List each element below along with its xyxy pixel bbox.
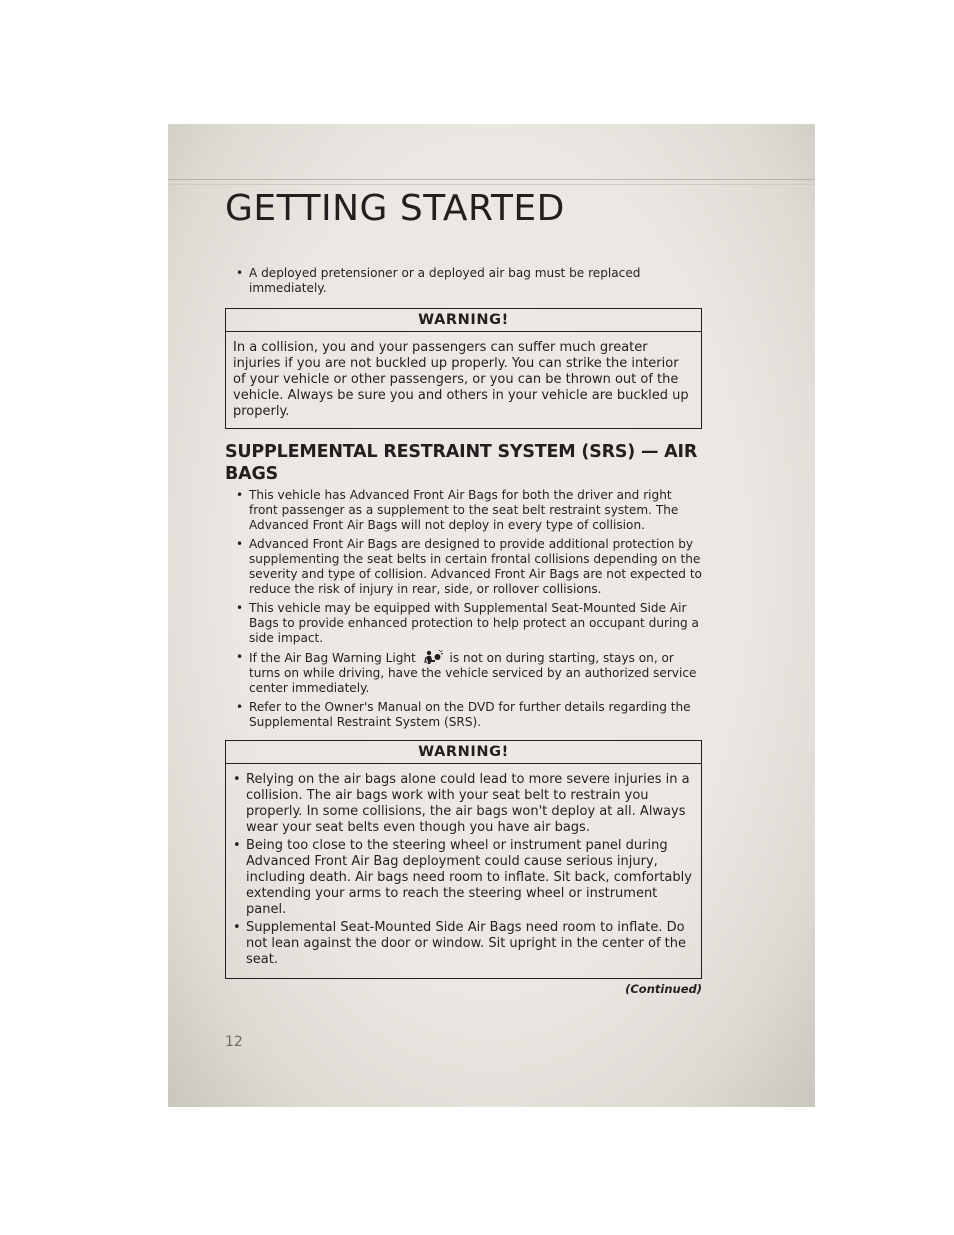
list-item — [233, 920, 694, 968]
list-item — [225, 488, 702, 533]
bullet-text-before-icon: If the Air Bag Warning Light — [249, 651, 416, 665]
warning-box-airbags — [225, 740, 702, 979]
continued-label: (Continued) — [625, 982, 702, 996]
page-content — [225, 266, 702, 996]
list-item — [233, 838, 694, 918]
warning-body — [226, 764, 701, 978]
srs-bullet-list — [225, 488, 702, 730]
bullet-dot: • — [236, 488, 244, 502]
bullet-text: Advanced Front Air Bags are designed to provide additional protection by supplementing the seat belts in certain frontal collisions depending on the severity and type of collision. Advanced Front Air Bags are not expected to reduce the risk of injury in rear, side, or rollover collisions. — [249, 537, 702, 596]
bullet-dot: • — [236, 700, 244, 714]
warning-item-text: Being too close to the steering wheel or instrument panel during Advanced Front Air Bag deployment could cause serious injury, including death. Air bags need room to inflate. Sit back, comfortably extending your arms to reach the steering wheel or instrument panel. — [246, 838, 692, 917]
bullet-text: This vehicle has Advanced Front Air Bags for both the driver and right front passenger as a supplement to the seat belt restraint system. The Advanced Front Air Bags will not deploy in every type of collision. — [249, 488, 679, 532]
list-item — [233, 772, 694, 836]
intro-bullet-list — [225, 266, 702, 296]
warning-list — [233, 772, 694, 968]
page-number: 12 — [225, 1034, 243, 1050]
bullet-text: This vehicle may be equipped with Supplemental Seat-Mounted Side Air Bags to provide enhanced protection to help protect an occupant during a side impact. — [249, 601, 699, 645]
header-rule-secondary — [168, 184, 815, 185]
warning-text: In a collision, you and your passengers can suffer much greater injuries if you are not buckled up properly. You can strike the interior of your vehicle or other passengers, or you can be thrown out of the vehicle. Always be sure you and others in your vehicle are buckled up properly. — [233, 340, 689, 419]
warning-heading: WARNING! — [226, 309, 701, 332]
bullet-text: Refer to the Owner's Manual on the DVD for further details regarding the Supplemental Restraint System (SRS). — [249, 700, 691, 729]
header-rule — [168, 179, 815, 180]
list-item — [225, 266, 702, 296]
bullet-dot: • — [236, 601, 244, 615]
manual-page — [168, 124, 815, 1107]
warning-item-text: Supplemental Seat-Mounted Side Air Bags need room to inflate. Do not lean against the door or window. Sit upright in the center of the seat. — [246, 920, 687, 967]
airbag-warning-icon — [423, 650, 443, 665]
list-item — [225, 601, 702, 646]
bullet-dot: • — [233, 772, 241, 787]
warning-item-text: Relying on the air bags alone could lead to more severe injuries in a collision. The air bags work with your seat belt to restrain you properly. In some collisions, the air bags won't deploy at all. Always wear your seat belts even though you have air bags. — [246, 772, 690, 835]
list-item — [225, 700, 702, 730]
warning-box-collision — [225, 308, 702, 429]
bullet-dot: • — [233, 838, 241, 853]
list-item — [225, 650, 702, 696]
srs-heading: SUPPLEMENTAL RESTRAINT SYSTEM (SRS) — AIR BAGS — [225, 442, 698, 484]
list-item — [225, 537, 702, 597]
bullet-dot: • — [233, 920, 241, 935]
bullet-dot: • — [236, 650, 244, 664]
bullet-dot: • — [236, 266, 244, 280]
bullet-text-after-icon: is not on during starting, stays on, or turns on while driving, have the vehicle serviced by an authorized service center immediately. — [249, 651, 697, 695]
bullet-text: A deployed pretensioner or a deployed air bag must be replaced immediately. — [249, 266, 641, 295]
section-title: GETTING STARTED — [225, 188, 565, 229]
warning-heading: WARNING! — [226, 741, 701, 764]
bullet-dot: • — [236, 537, 244, 551]
